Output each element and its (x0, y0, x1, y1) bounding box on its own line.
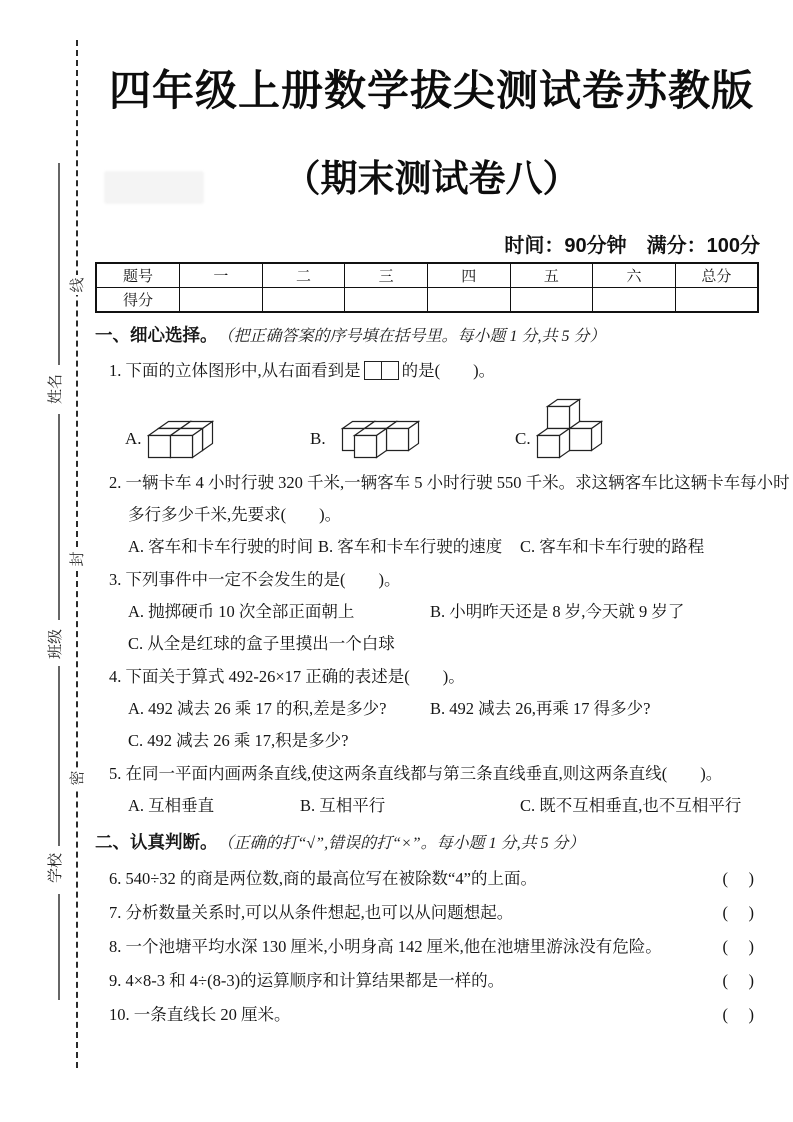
answer-bracket: ( ) (722, 1005, 756, 1024)
judge-question-9: 9. 4×8-3 和 4÷(8-3)的运算顺序和计算结果都是一样的。 ( ) (95, 964, 760, 998)
option-c-label: C. (515, 429, 531, 448)
exam-body (95, 320, 790, 1032)
school-blank-line (58, 666, 60, 846)
page-title: 四年级上册数学拔尖测试卷苏教版 (108, 67, 754, 114)
seal-char-mi: 密 (69, 768, 87, 788)
score-col-5: 五 (510, 263, 593, 288)
answer-bracket: ( ) (722, 971, 756, 990)
exam-info: 时间：90分钟 满分：100分 (504, 235, 760, 257)
judge-question-10: 10. 一条直线长 20 厘米。 ( ) (95, 998, 760, 1032)
question-2 (95, 467, 790, 563)
judge-question-8: 8. 一个池塘平均水深 130 厘米,小明身高 142 厘米,他在池塘里游泳没有危险。 ( ) (95, 930, 760, 964)
q5-option-a: A. 互相垂直 (128, 796, 215, 815)
question-2-text-line2: 多行多少千米,先要求( )。 (128, 505, 342, 524)
name-blank-line (58, 163, 60, 365)
q2-option-a: A. 客车和卡车行驶的时间 (128, 537, 314, 556)
score-cell (427, 288, 510, 313)
question-2-options (95, 531, 760, 563)
score-col-4: 四 (427, 263, 510, 288)
cube-figure-b (331, 420, 420, 459)
question-4-text: 4. 下面关于算式 492-26×17 正确的表述是( )。 (109, 667, 465, 686)
section-2-heading (95, 827, 760, 859)
score-row-label: 得分 (96, 288, 180, 313)
class-blank-line (58, 414, 60, 620)
score-cell (180, 288, 263, 313)
section-2-title: 二、认真判断。 (95, 832, 218, 852)
answer-bracket: ( ) (722, 869, 756, 888)
score-cell (262, 288, 345, 313)
score-table-score-row (96, 288, 758, 313)
question-5-options (95, 790, 760, 822)
score-col-2: 二 (262, 263, 345, 288)
question-4-options-ab (95, 693, 760, 725)
question-5-text: 5. 在同一平面内画两条直线,使这两条直线都与第三条直线垂直,则这两条直线( )。 (109, 764, 723, 783)
answer-bracket: ( ) (722, 937, 756, 956)
q4-option-a: A. 492 减去 26 乘 17 的积,差是多少? (128, 699, 387, 718)
option-b-figure (310, 420, 420, 459)
option-c-figure (515, 398, 603, 459)
score-cell (675, 288, 758, 313)
section-1-title: 一、细心选择。 (95, 325, 218, 345)
score-cell (345, 288, 428, 313)
score-col-total: 总分 (675, 263, 758, 288)
score-table-header-label: 题号 (96, 263, 180, 288)
score-cell (510, 288, 593, 313)
score-col-6: 六 (593, 263, 676, 288)
section-1-note: （把正确答案的序号填在括号里。每小题 1 分,共 5 分） (217, 328, 606, 345)
judge-question-7: 7. 分析数量关系时,可以从条件想起,也可以从问题想起。 ( ) (95, 896, 760, 930)
score-col-3: 三 (345, 263, 428, 288)
question-1-text: 1. 下面的立体图形中,从右面看到是 的是( )。 (109, 361, 496, 380)
score-col-1: 一 (180, 263, 263, 288)
bottom-blank-line (58, 894, 60, 1000)
section-2-note: （正确的打“√”,错误的打“×”。每小题 1 分,共 5 分） (217, 835, 585, 852)
view-shape-two-squares (364, 361, 399, 380)
q4-option-b: B. 492 减去 26,再乘 17 得多少? (430, 699, 651, 718)
q5-option-b: B. 互相平行 (300, 796, 386, 815)
question-1-figures (95, 387, 760, 465)
question-3-options-ab (95, 596, 760, 628)
seal-char-feng: 封 (69, 549, 87, 569)
cube-figure-c (536, 398, 603, 459)
school-label: 学校 (48, 853, 64, 884)
score-cell (593, 288, 676, 313)
question-3 (95, 564, 760, 660)
question-5 (95, 758, 760, 822)
q3-option-a: A. 抛掷硬币 10 次全部正面朝上 (128, 602, 355, 621)
judge-question-6: 6. 540÷32 的商是两位数,商的最高位写在被除数“4”的上面。 ( ) (95, 862, 760, 896)
question-1 (95, 355, 760, 465)
q2-option-c: C. 客车和卡车行驶的路程 (520, 537, 705, 556)
option-a-label: A. (125, 429, 142, 448)
option-a-figure (125, 420, 214, 459)
answer-bracket: ( ) (722, 903, 756, 922)
question-4 (95, 661, 760, 757)
cube-figure-a (147, 420, 214, 459)
class-label: 班级 (48, 629, 64, 660)
name-label: 姓名 (48, 374, 64, 405)
option-b-label: B. (310, 429, 326, 448)
score-table (95, 262, 759, 313)
question-3-text: 3. 下列事件中一定不会发生的是( )。 (109, 570, 401, 589)
question-2-text-line1: 2. 一辆卡车 4 小时行驶 320 千米,一辆客车 5 小时行驶 550 千米。求这辆客车比这辆卡车每小时 (109, 473, 790, 492)
q3-option-c: C. 从全是红球的盒子里摸出一个白球 (128, 634, 395, 653)
q3-option-b: B. 小明昨天还是 8 岁,今天就 9 岁了 (430, 602, 685, 621)
page-subtitle: （期末测试卷八） (283, 158, 580, 199)
section-1-heading (95, 320, 760, 352)
score-table-header-row (96, 263, 758, 288)
q2-option-b: B. 客车和卡车行驶的速度 (318, 537, 503, 556)
seal-char-xian: 线 (69, 275, 87, 295)
q4-option-c: C. 492 减去 26 乘 17,积是多少? (128, 731, 349, 750)
q5-option-c: C. 既不互相垂直,也不互相平行 (520, 796, 742, 815)
